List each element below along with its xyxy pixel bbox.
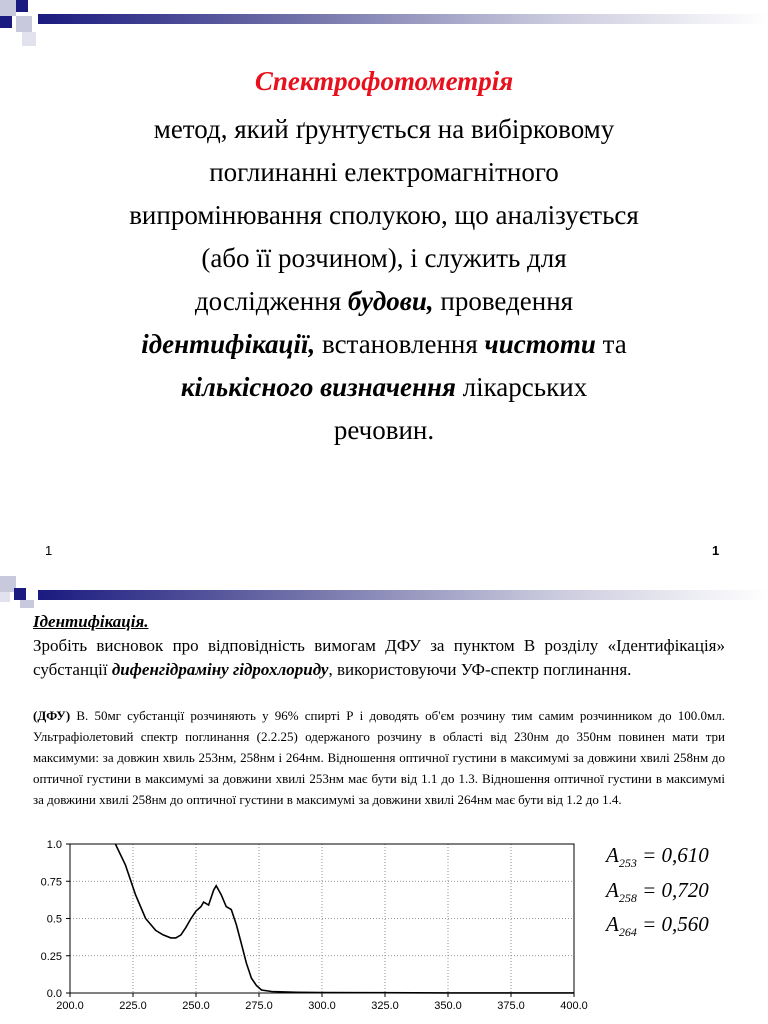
definition-line xyxy=(110,366,658,409)
page-number-right: 1 xyxy=(712,543,720,558)
definition-line: метод, який ґрунтується на вибірковому xyxy=(153,114,615,144)
definition-line: випромінювання сполукою, що аналізується xyxy=(129,200,639,230)
absorbance-equation xyxy=(606,878,709,906)
x-tick-label: 300.0 xyxy=(308,1000,336,1012)
header-gradient-bar xyxy=(38,590,768,600)
definition-line: (або її розчином), і служить для xyxy=(201,243,567,273)
pharmacopoeia-text xyxy=(33,705,725,810)
x-tick-label: 250.0 xyxy=(182,1000,210,1012)
emphasis-text: чистоти xyxy=(484,329,596,359)
emphasis-text: будови, xyxy=(347,286,434,316)
x-tick-label: 275.0 xyxy=(245,1000,273,1012)
definition-line: поглинанні електромагнітного xyxy=(209,157,559,187)
plain-text: лікарських xyxy=(455,372,588,402)
definition-text xyxy=(110,108,658,452)
plain-text: дослідження xyxy=(194,286,348,316)
plain-text: та xyxy=(595,329,627,359)
x-tick-label: 400.0 xyxy=(560,1000,588,1012)
y-tick-label: 1.0 xyxy=(46,839,62,851)
plain-text: Зробіть висновок про відповідність вимогам ДФУ за пунктом В розділу «Ідентифікація» субстанції xyxy=(33,636,725,679)
decor-square xyxy=(16,0,28,12)
x-tick-label: 350.0 xyxy=(434,1000,462,1012)
x-tick-label: 375.0 xyxy=(497,1000,525,1012)
decor-square xyxy=(0,16,12,28)
emphasis-text: кількісного визначення xyxy=(180,372,456,402)
x-tick-label: 325.0 xyxy=(371,1000,399,1012)
emphasis-text: ідентифікації, xyxy=(141,329,316,359)
eq-value: = 0,610 xyxy=(636,843,709,867)
page-number-left: 1 xyxy=(45,543,53,558)
y-tick-label: 0.5 xyxy=(46,913,62,926)
definition-line xyxy=(110,280,658,323)
eq-value: = 0,560 xyxy=(636,912,709,936)
decor-square xyxy=(16,16,32,32)
plain-text: проведення xyxy=(433,286,574,316)
pharmacopoeia-label: (ДФУ) xyxy=(33,708,71,723)
x-tick-label: 200.0 xyxy=(56,1000,84,1012)
eq-symbol: A xyxy=(606,843,619,867)
y-tick-label: 0.75 xyxy=(40,876,62,889)
decor-square xyxy=(14,588,26,600)
y-tick-label: 0.25 xyxy=(40,950,62,963)
eq-symbol: A xyxy=(606,878,619,902)
absorbance-equation xyxy=(606,843,709,871)
eq-subscript: 253 xyxy=(618,856,637,871)
decor-square xyxy=(20,600,34,608)
eq-subscript: 258 xyxy=(618,891,637,906)
plain-text: В. 50мг субстанції розчиняють у 96% спирті Р і доводять об'єм розчину тим самим розчинником до 100.0мл. Ультрафіолетовий спектр поглинання (2.2.25) одержаного розчину в області від 230нм до 350нм повинен мати три максимуми: за довжин хвиль 253нм, 258нм і 264нм. Відношення оптичної густини в максимумі за довжини хвилі 258нм до оптичної густини в максимумі за довжини хвилі 253нм має бути від 1.1 до 1.3. Відношення оптичної густини в максимумі за довжини хвилі 258нм до оптичної густини в максимумі за довжини хвилі 264нм має бути від 1.2 до 1.4. xyxy=(33,708,725,807)
y-tick-label: 0.0 xyxy=(46,988,62,1000)
chart-ticks xyxy=(41,839,588,1012)
decor-square xyxy=(0,592,10,602)
eq-subscript: 264 xyxy=(618,925,637,940)
definition-line: речовин. xyxy=(333,415,435,445)
uv-spectrum-chart xyxy=(0,838,600,1018)
eq-symbol: A xyxy=(606,912,619,936)
section-heading: Ідентифікація. xyxy=(33,612,149,631)
slide-title: Спектрофотометрія xyxy=(254,66,514,96)
substance-name: дифенгідраміну гідрохлориду xyxy=(111,660,329,679)
task-text xyxy=(33,634,725,682)
x-tick-label: 225.0 xyxy=(119,1000,147,1012)
decor-square xyxy=(22,32,36,46)
header-gradient-bar xyxy=(38,14,768,24)
absorbance-equation xyxy=(606,912,709,940)
decor-square xyxy=(0,0,16,16)
definition-line xyxy=(110,323,658,366)
plain-text: , використовуючи УФ-спектр поглинання. xyxy=(328,660,632,679)
eq-value: = 0,720 xyxy=(636,878,709,902)
plain-text: встановлення xyxy=(315,329,485,359)
